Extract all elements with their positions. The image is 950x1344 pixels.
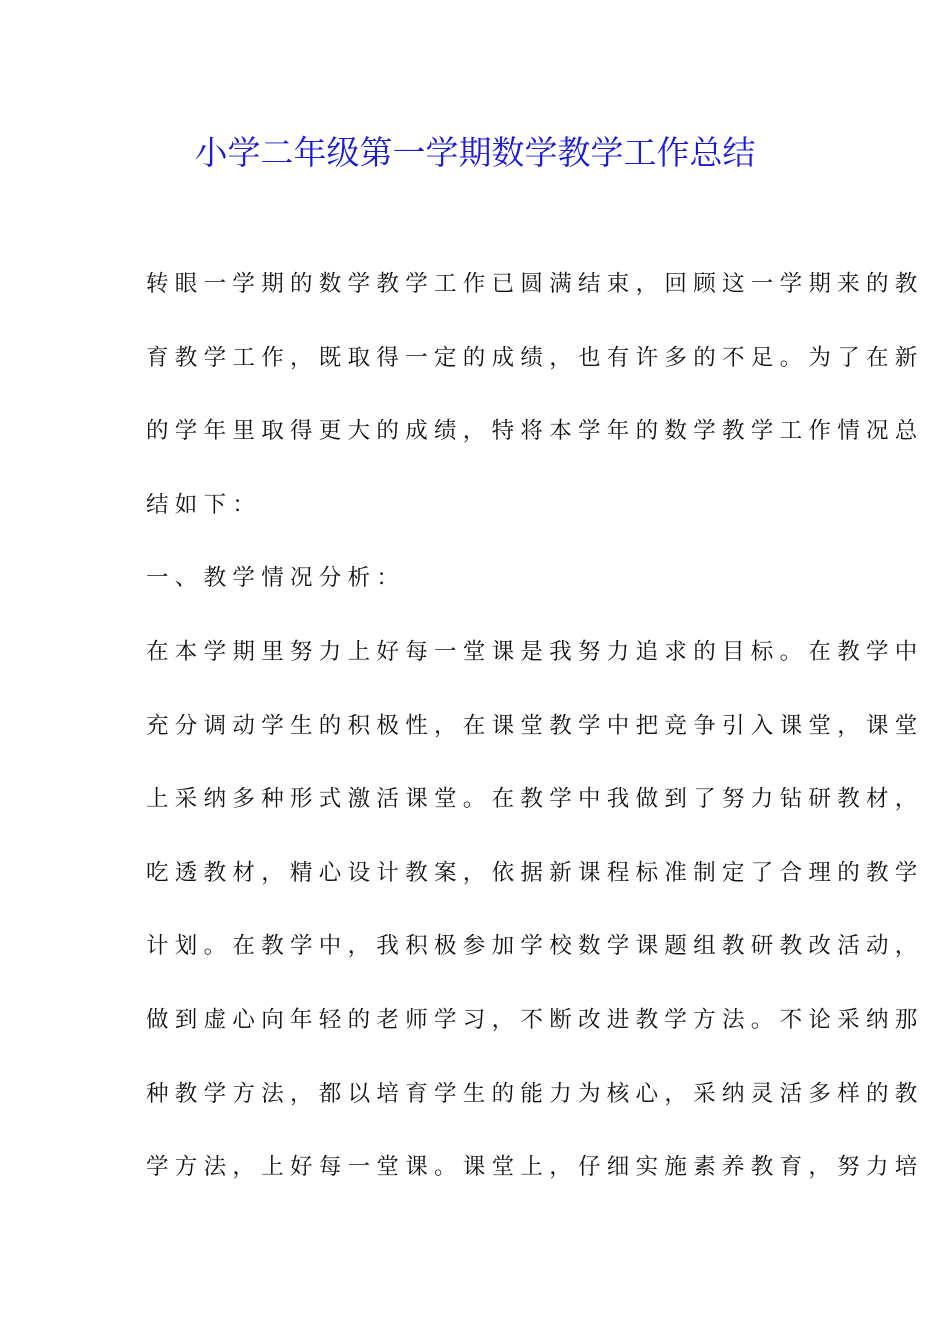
body-line: 做到虚心向年轻的老师学习，不断改进教学方法。不论采纳那 — [146, 1006, 924, 1033]
body-line: 结如下： — [146, 491, 262, 518]
document-title: 小学二年级第一学期数学教学工作总结 — [194, 133, 756, 172]
section-heading: 一、教学情况分析： — [146, 565, 406, 592]
body-line: 在本学期里努力上好每一堂课是我努力追求的目标。在教学中 — [146, 638, 924, 665]
body-line: 吃透教材，精心设计教案，依据新课程标准制定了合理的教学 — [146, 859, 924, 886]
body-line: 充分调动学生的积极性，在课堂教学中把竞争引入课堂，课堂 — [146, 712, 924, 739]
body-line: 的学年里取得更大的成绩，特将本学年的数学教学工作情况总 — [146, 418, 924, 445]
document-body — [146, 262, 924, 1219]
body-line: 上采纳多种形式激活课堂。在教学中我做到了努力钻研教材， — [146, 786, 924, 813]
body-line: 转眼一学期的数学教学工作已圆满结束，回顾这一学期来的教 — [146, 271, 924, 297]
body-line: 育教学工作，既取得一定的成绩，也有许多的不足。为了在新 — [146, 344, 924, 371]
body-line: 学方法，上好每一堂课。课堂上，仔细实施素养教育，努力培 — [146, 1154, 924, 1181]
body-line: 种教学方法，都以培育学生的能力为核心，采纳灵活多样的教 — [146, 1080, 924, 1107]
body-line: 计划。在教学中，我积极参加学校数学课题组教研教改活动， — [146, 933, 924, 960]
